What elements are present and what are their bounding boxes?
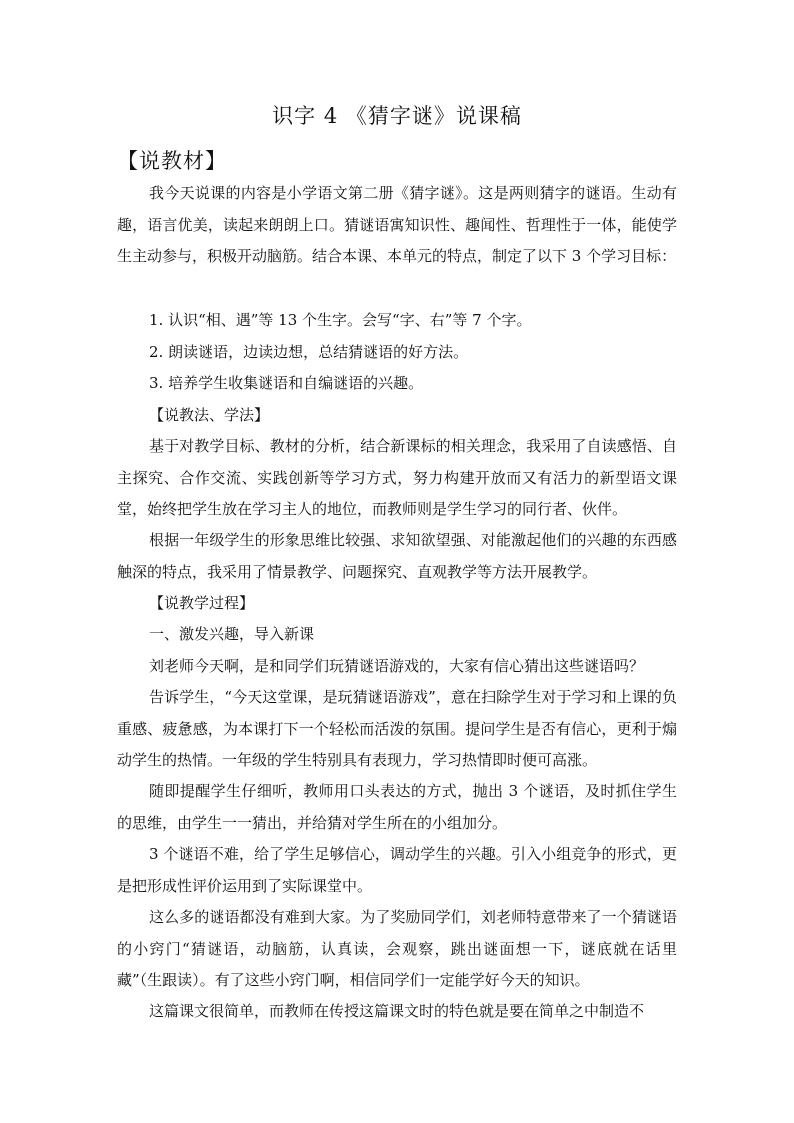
goal-item: 2. 朗读谜语，边读边想，总结猜谜语的好方法。 (149, 343, 469, 361)
step-heading: 一、激发兴趣，导入新课 (149, 625, 315, 643)
process-paragraph: 这么多的谜语都没有难到大家。为了奖励同学们，刘老师特意带来了一个猜谜语的小窍门“猜谜语，动脑筋，认真读，会观察，跳出谜面想一下，谜底就在话里藏”（生跟读）。有了这些小窍门啊，相信同学们一定能学好今天的知识。 (117, 908, 677, 989)
process-paragraph: 随即提醒学生仔细听，教师用口头表达的方式，抛出 3 个谜语，及时抓住学生的思维，由学生一一猜出，并给猜对学生所在的小组加分。 (117, 782, 677, 832)
methods-paragraph: 根据一年级学生的形象思维比较强、求知欲望强、对能激起他们的兴趣的东西感触深的特点，我采用了情景教学、问题探究、直观教学等方法开展教学。 (117, 531, 677, 581)
document-title: 识字 4 《猜字谜》说课稿 (272, 104, 522, 128)
intro-paragraph: 我今天说课的内容是小学语文第二册《猜字谜》。这是两则猜字的谜语。生动有趣，语言优美，读起来朗朗上口。猜谜语寓知识性、趣闻性、哲理性于一体，能使学生主动参与，积极开动脑筋。结合本课、本单元的特点，制定了以下 3 个学习目标： (117, 184, 677, 265)
process-paragraph: 刘老师今天啊，是和同学们玩猜谜语游戏的，大家有信心猜出这些谜语吗？ (149, 657, 645, 675)
goal-item: 1. 认识“相、遇”等 13 个生字。会写“字、右”等 7 个字。 (149, 311, 532, 329)
process-paragraph: 这篇课文很简单，而教师在传授这篇课文时的特色就是要在简单之中制造不 (149, 1002, 645, 1020)
process-paragraph: 告诉学生，“今天这堂课，是玩猜谜语游戏”，意在扫除学生对于学习和上课的负重感、疲惫感，为本课打下一个轻松而活泼的氛围。提问学生是否有信心，更利于煽动学生的热情。一年级的学生特别具有表现力，学习热情即时便可高涨。 (117, 688, 677, 769)
section-heading-process: 【说教学过程】 (149, 594, 255, 612)
methods-paragraph: 基于对教学目标、教材的分析，结合新课标的相关理念，我采用了自读感悟、自主探究、合作交流、实践创新等学习方式，努力构建开放而又有活力的新型语文课堂，始终把学生放在学习主人的地位，而教师则是学生学习的同行者、伙伴。 (117, 437, 677, 518)
section-heading-methods: 【说教法、学法】 (149, 406, 270, 424)
section-heading-teaching-material: 【说教材】 (117, 149, 227, 173)
process-paragraph: 3 个谜语不难，给了学生足够信心，调动学生的兴趣。引入小组竞争的形式，更是把形成性评价运用到了实际课堂中。 (117, 845, 677, 895)
goal-item: 3. 培养学生收集谜语和自编谜语的兴趣。 (149, 374, 424, 392)
